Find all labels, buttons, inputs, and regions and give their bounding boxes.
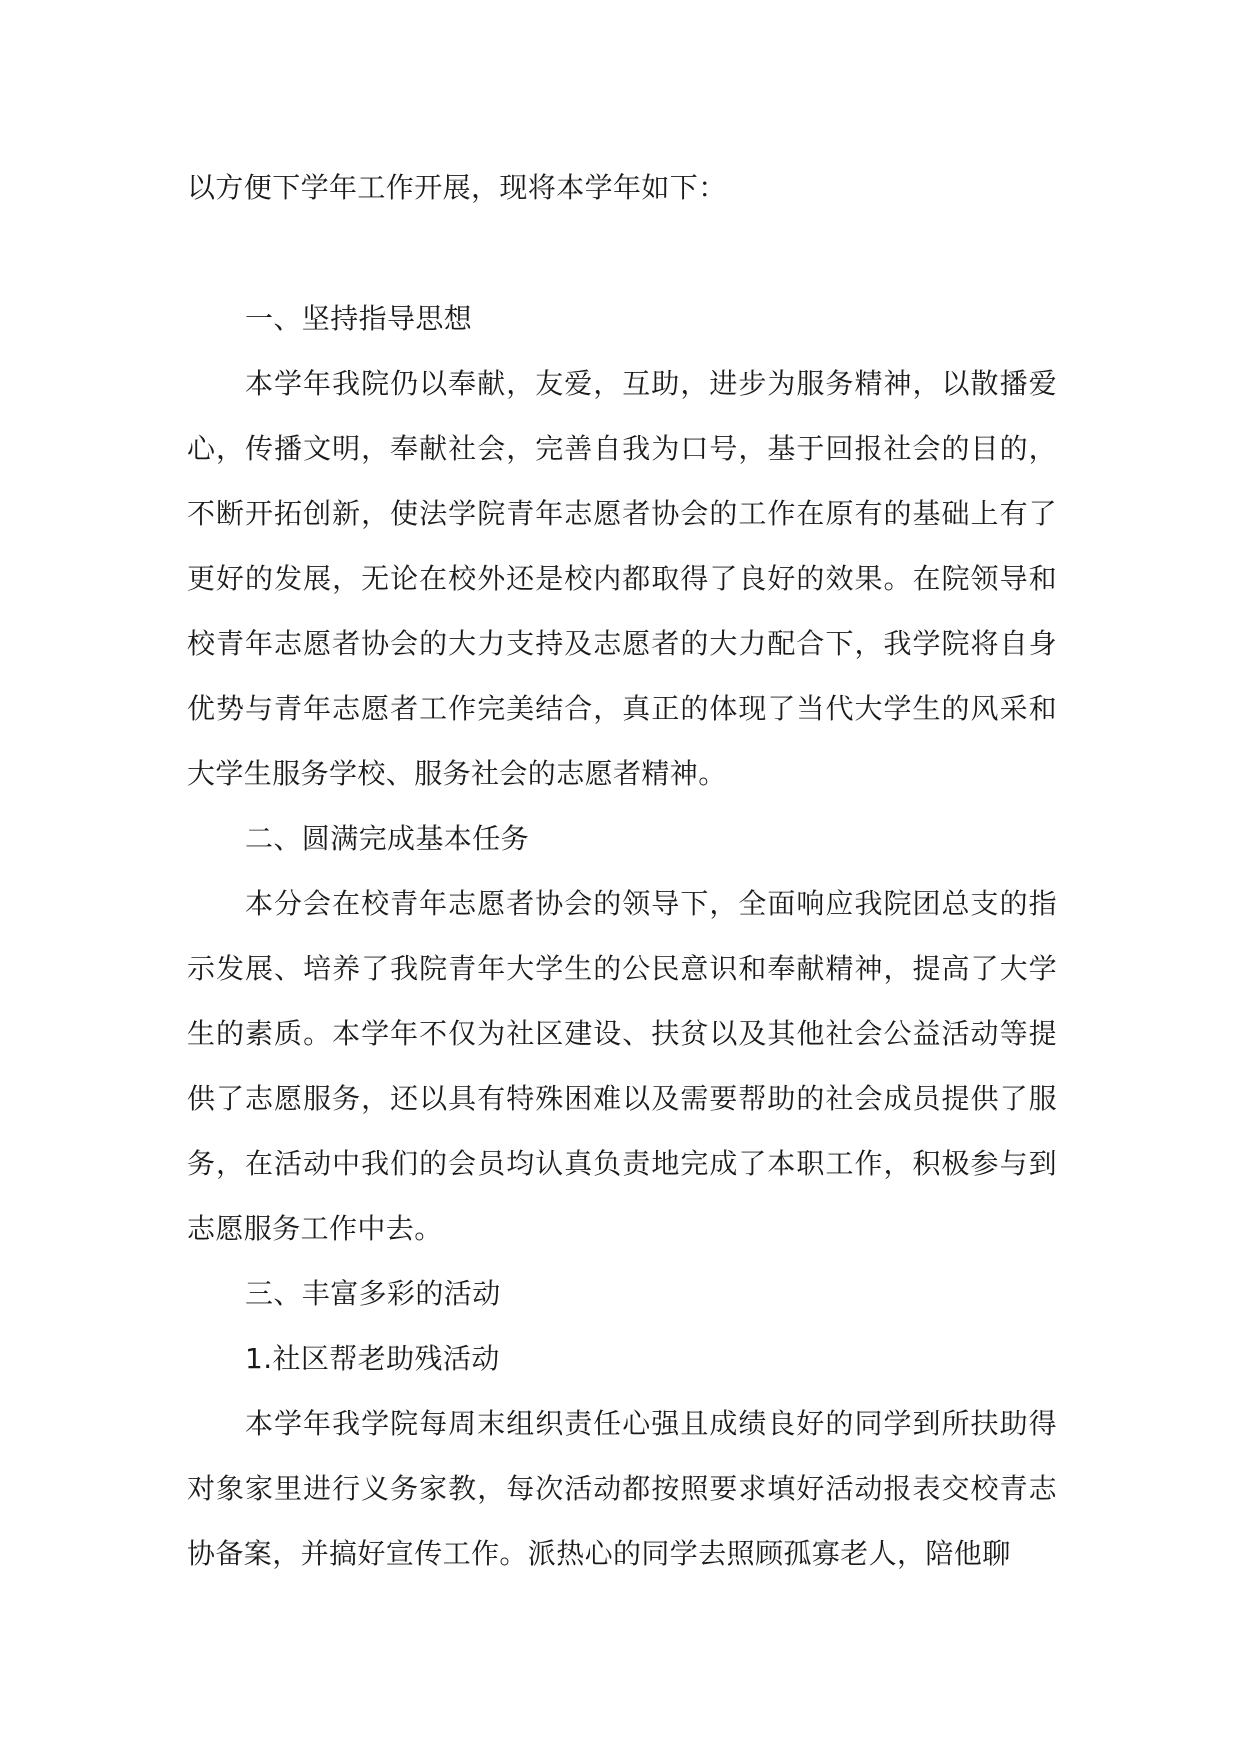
- paragraph-basic-tasks: 本分会在校青年志愿者协会的领导下，全面响应我院团总支的指示发展、培养了我院青年大学生的公民意识和奉献精神，提高了大学生的素质。本学年不仅为社区建设、扶贫以及其他社会公益活动等提供了志愿服务，还以具有特殊困难以及需要帮助的社会成员提供了服务，在活动中我们的会员均认真负责地完成了本职工作，积极参与到志愿服务工作中去。: [187, 887, 1057, 1245]
- section-heading-guiding-thought: 一、坚持指导思想: [245, 302, 473, 335]
- paragraph-community-activity: 本学年我学院每周末组织责任心强且成绩良好的同学到所扶助得对象家里进行义务家教，每次活动都按照要求填好活动报表交校青志协备案，并搞好宣传工作。派热心的同学去照顾孤寡老人，陪他聊: [187, 1407, 1057, 1570]
- subheading-community-activity: 1.社区帮老助残活动: [245, 1342, 500, 1375]
- section-heading-basic-tasks: 二、圆满完成基本任务: [245, 822, 530, 855]
- document-body: [187, 155, 1057, 1586]
- intro-paragraph: 以方便下学年工作开展，现将本学年如下：: [187, 171, 727, 204]
- paragraph-guiding-thought: 本学年我院仍以奉献，友爱，互助，进步为服务精神，以散播爱心，传播文明，奉献社会，完善自我为口号，基于回报社会的目的，不断开拓创新，使法学院青年志愿者协会的工作在原有的基础上有了更好的发展，无论在校外还是校内都取得了良好的效果。在院领导和校青年志愿者协会的大力支持及志愿者的大力配合下，我学院将自身优势与青年志愿者工作完美结合，真正的体现了当代大学生的风采和大学生服务学校、服务社会的志愿者精神。: [187, 367, 1057, 790]
- section-heading-activities: 三、丰富多彩的活动: [245, 1277, 501, 1310]
